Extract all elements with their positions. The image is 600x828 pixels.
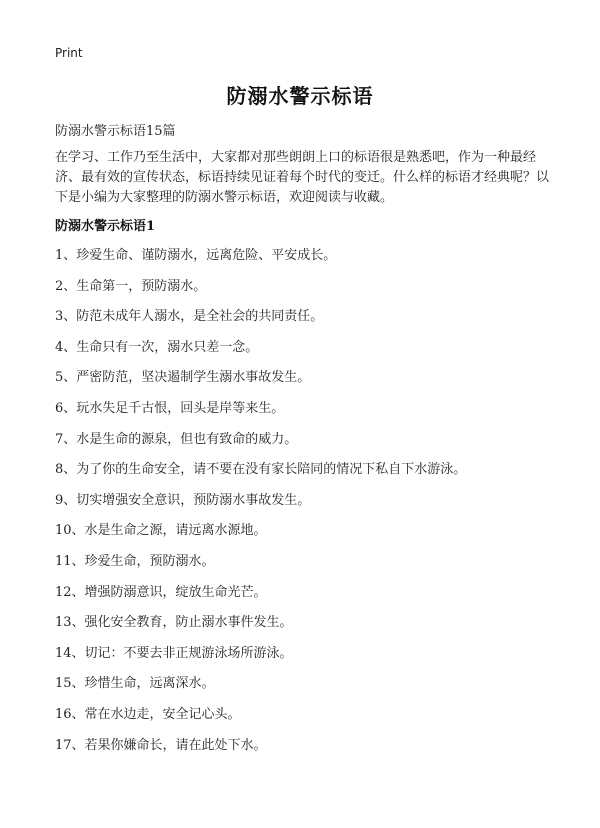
slogan-item: 13、强化安全教育，防止溺水事件发生。 xyxy=(55,615,293,631)
print-link[interactable]: Print xyxy=(55,46,83,60)
slogan-item: 15、珍惜生命，远离深水。 xyxy=(55,676,215,692)
slogan-item: 5、严密防范，坚决遏制学生溺水事故发生。 xyxy=(55,370,311,386)
slogan-item: 9、切实增强安全意识，预防溺水事故发生。 xyxy=(55,492,311,508)
slogan-item: 7、水是生命的源泉，但也有致命的威力。 xyxy=(55,431,298,447)
document-subtitle: 防溺水警示标语15篇 xyxy=(55,124,176,139)
section-heading: 防溺水警示标语1 xyxy=(55,219,156,234)
slogan-item: 11、珍爱生命，预防溺水。 xyxy=(55,553,215,569)
slogan-item: 2、生命第一，预防溺水。 xyxy=(55,278,207,294)
intro-paragraph: 在学习、工作乃至生活中，大家都对那些朗朗上口的标语很是熟悉吧，作为一种最经济、最有效的宣传状态，标语持续见证着每个时代的变迁。什么样的标语才经典呢？以下是小编为大家整理的防溺水警示标语，欢迎阅读与收藏。 xyxy=(55,150,550,205)
slogan-item: 12、增强防溺意识，绽放生命光芒。 xyxy=(55,584,267,600)
slogan-list xyxy=(55,246,555,766)
slogan-item: 17、若果你嫌命长，请在此处下水。 xyxy=(55,737,267,753)
slogan-item: 8、为了你的生命安全，请不要在没有家长陪同的情况下私自下水游泳。 xyxy=(55,462,467,478)
slogan-item: 10、水是生命之源，请远离水源地。 xyxy=(55,523,267,539)
slogan-item: 3、防范未成年人溺水，是全社会的共同责任。 xyxy=(55,309,324,325)
slogan-item: 6、玩水失足千古恨，回头是岸等来生。 xyxy=(55,400,285,416)
slogan-item: 16、常在水边走，安全记心头。 xyxy=(55,706,241,722)
slogan-item: 4、生命只有一次，溺水只差一念。 xyxy=(55,339,259,355)
slogan-item: 1、珍爱生命、谨防溺水，远离危险、平安成长。 xyxy=(55,248,337,263)
slogan-item: 14、切记：不要去非正规游泳场所游泳。 xyxy=(55,645,293,661)
page-title: 防溺水警示标语 xyxy=(226,84,374,108)
